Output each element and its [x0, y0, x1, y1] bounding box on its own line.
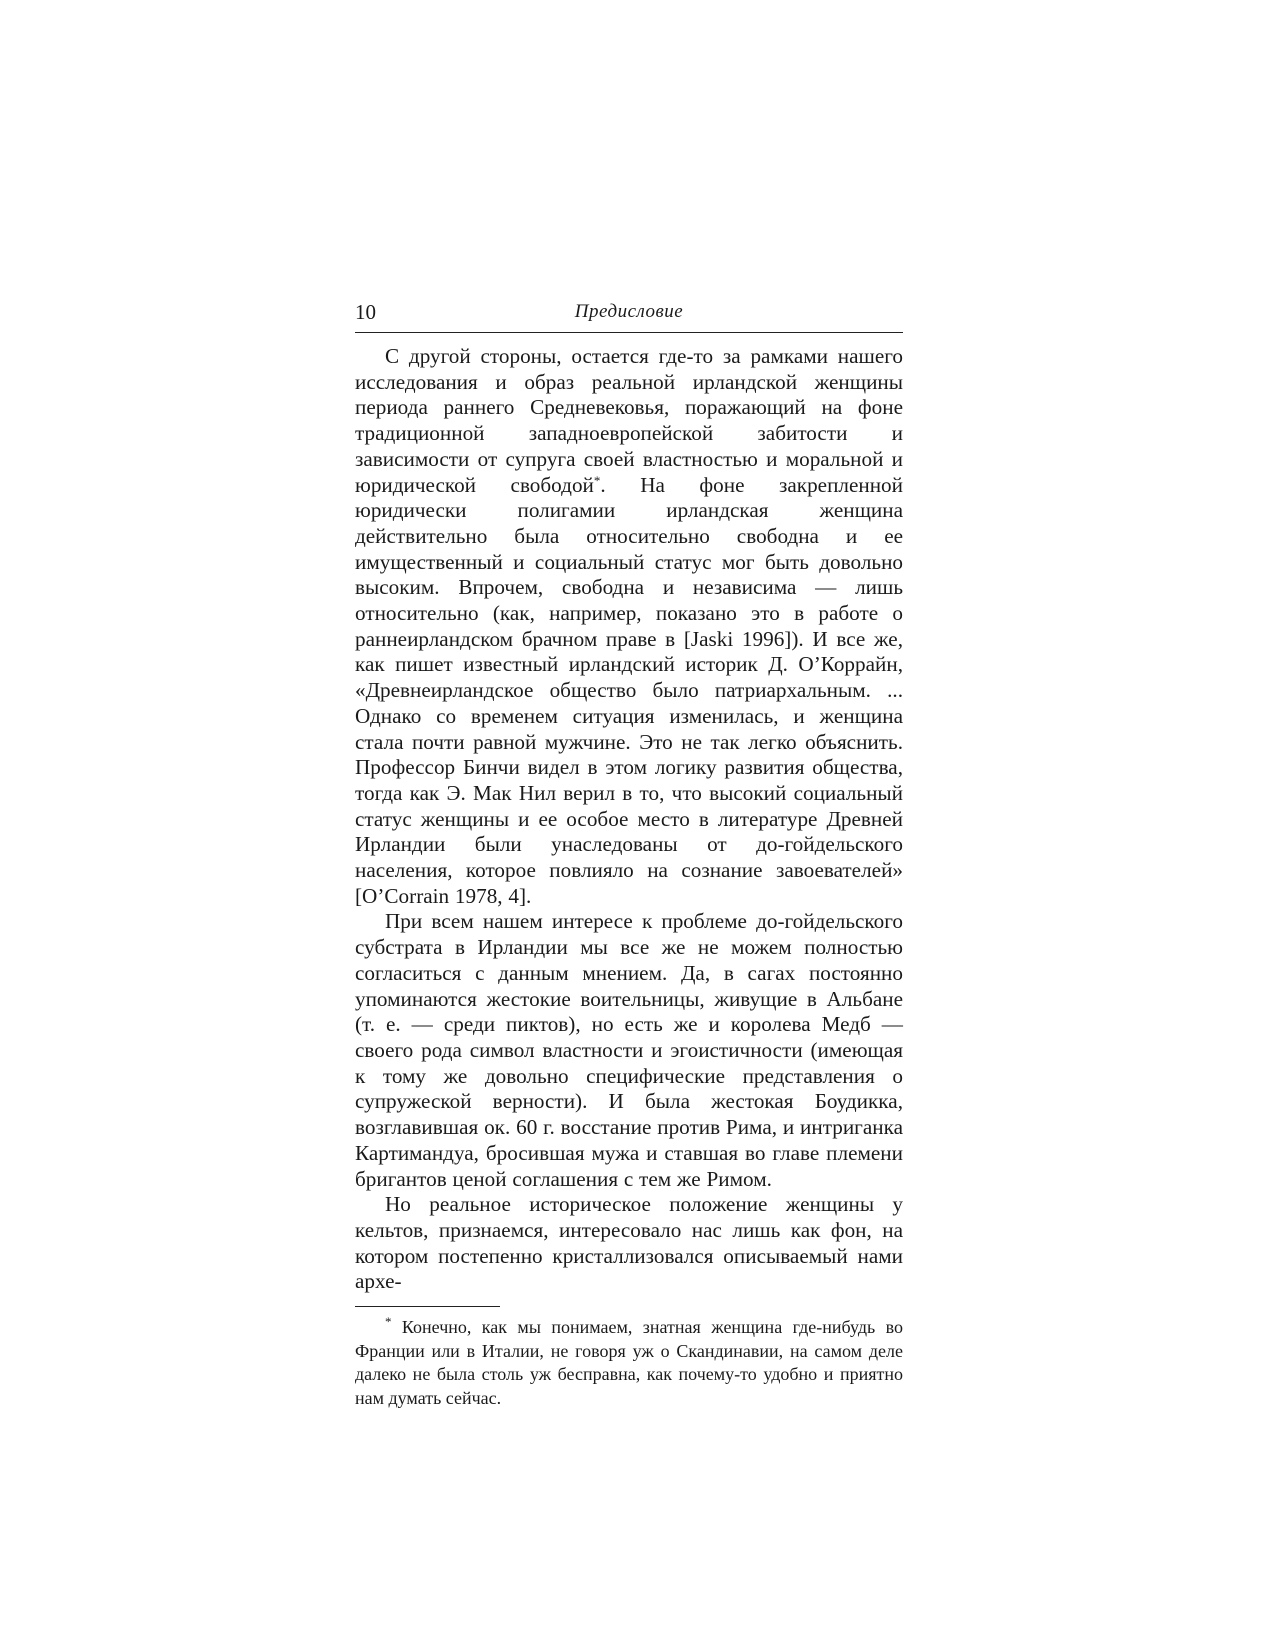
footnote-text: Конечно, как мы понимаем, знатная женщина где-нибудь во Франции или в Италии, не говоря уж о Скандинавии, на самом деле далеко не была столь уж бесправна, как почему-то удобно и приятно нам думать сейчас. [355, 1317, 903, 1408]
paragraph-1 [355, 344, 903, 909]
section-title: Предисловие [574, 301, 684, 322]
footnote-reference: * [593, 472, 601, 488]
footnote-rule [355, 1306, 500, 1307]
footnote [355, 1316, 903, 1410]
footnote-marker: * [385, 1314, 392, 1330]
paragraph-1-continuation: . На фоне закрепленной юридически полигамии ирландская женщина действительно была относительно свободна и ее имущественный и социальный статус мог быть довольно высоким. Впрочем, свободна и независима — лишь относительно (как, например, показано это в работе о раннеирландском брачном праве в [Jaski 1996]). И все же, как пишет известный ирландский историк Д. О’Коррайн, «Древнеирландское общество было патриархальным. ... Однако со временем ситуация изменилась, и женщина стала почти равной мужчине. Это не так легко объяснить. Профессор Бинчи видел в этом логику развития общества, тогда как Э. Мак Нил верил в то, что высокий социальный статус женщины и ее особое место в литературе Древней Ирландии были унаследованы от до-гойдельского населения, которое повлияло на сознание завоевателей» [O’Corrain 1978, 4]. [355, 472, 903, 908]
body-text [355, 344, 903, 1295]
book-page [355, 300, 903, 1410]
paragraph-1-text: С другой стороны, остается где-то за рамками нашего исследования и образ реальной ирландской женщины периода раннего Средневековья, поражающий на фоне традиционной западноевропейской забитости и зависимости от супруга своей властностью и моральной и юридической свободой [355, 344, 903, 497]
paragraph-3: Но реальное историческое положение женщины у кельтов, признаемся, интересовало нас лишь как фон, на котором постепенно кристаллизовался описываемый нами архе- [355, 1192, 903, 1294]
header-rule [355, 332, 903, 333]
page-number: 10 [355, 300, 376, 324]
running-head [355, 300, 903, 334]
paragraph-2: При всем нашем интересе к проблеме до-гойдельского субстрата в Ирландии мы все же не можем полностью согласиться с данным мнением. Да, в сагах постоянно упоминаются жестокие воительницы, живущие в Альбане (т. е. — среди пиктов), но есть же и королева Медб — своего рода символ властности и эгоистичности (имеющая к тому же довольно специфические представления о супружеской верности). И была жестокая Боудикка, возглавившая ок. 60 г. восстание против Рима, и интриганка Картимандуа, бросившая мужа и ставшая во главе племени бригантов ценой соглашения с тем же Римом. [355, 909, 903, 1191]
